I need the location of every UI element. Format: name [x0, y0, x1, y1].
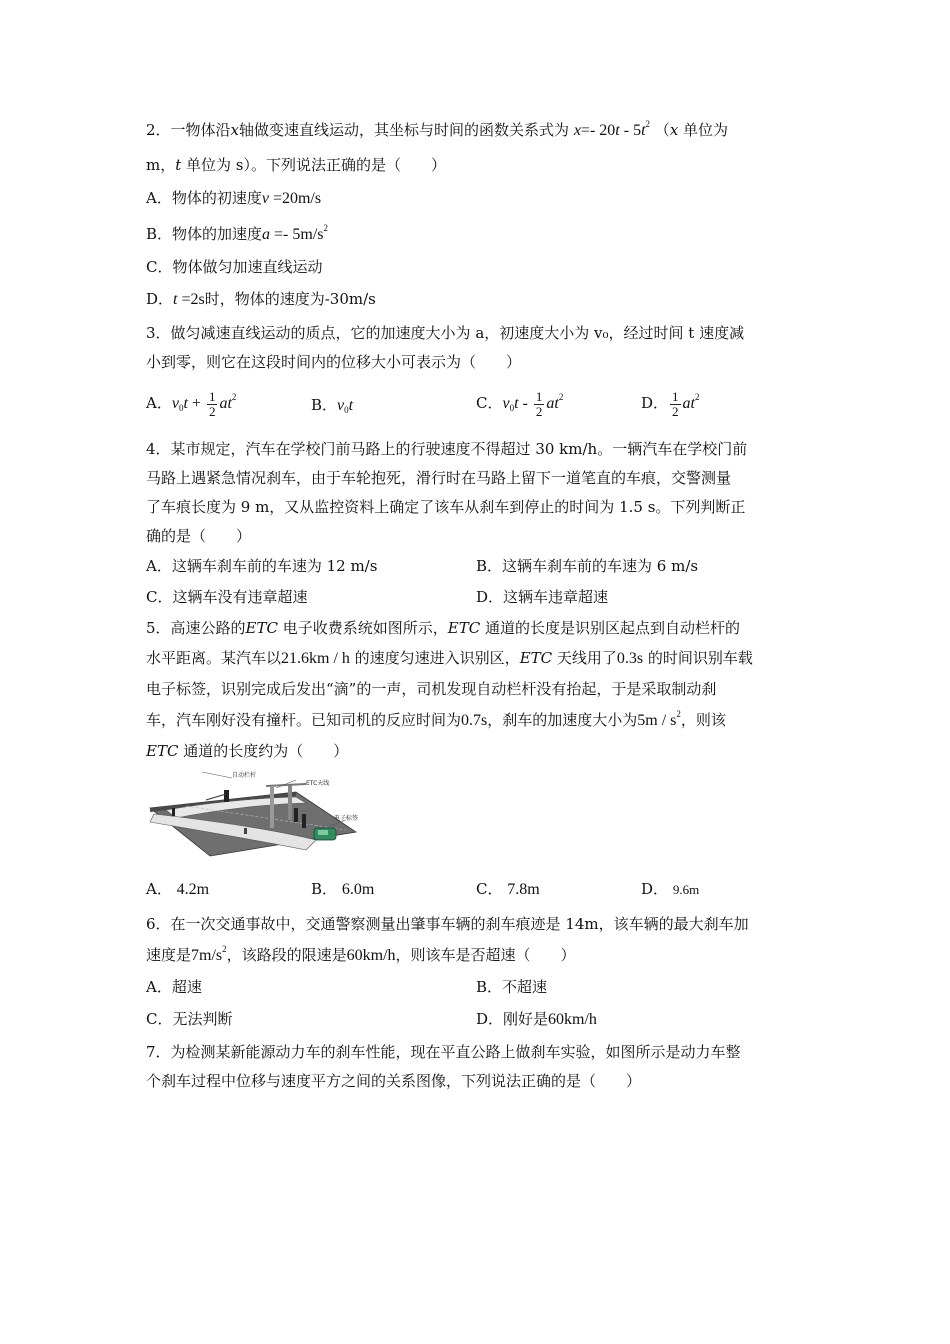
etc-road-illustration: [146, 770, 358, 862]
q3-option-b: B．$v_0t$: [311, 396, 354, 415]
q4-stem-line4: 确的是（ ）: [146, 527, 252, 545]
q5-option-d: D． 9.6m: [641, 880, 700, 898]
q2-option-c: C．物体做匀加速直线运动: [146, 258, 323, 276]
q5-option-c: C． 7.8m: [476, 880, 540, 898]
q2-stem-line1: 2．一物体沿x轴做变速直线运动，其坐标与时间的函数关系式为 x=- $20t - 5t^2$ （x 单位为: [146, 119, 729, 139]
q5-stem-line5: ETC 通道的长度约为（ ）: [146, 742, 349, 760]
q6-stem-line2: 速度是$7m/s^2$，该路段的限速是60km/h，则该车是否超速（ ）: [146, 944, 576, 964]
q4-option-b: B．这辆车刹车前的车速为 6 m/s: [476, 557, 699, 575]
fig-label-tag: 电子标签: [334, 815, 358, 822]
q4-option-a: A．这辆车刹车前的车速为 12 m/s: [146, 557, 378, 575]
q5-stem-line2: 水平距离。某汽车以21.6km / h 的速度匀速进入识别区，ETC 天线用了0.3s 的时间识别车载: [146, 649, 753, 667]
q3-stem-line2: 小到零，则它在这段时间内的位移大小可表示为（ ）: [146, 353, 522, 371]
q2-stem-line2: m，t 单位为 s）。下列说法正确的是（ ）: [146, 156, 447, 174]
q6-stem-line1: 6．在一次交通事故中，交通警察测量出肇事车辆的刹车痕迹是 14m，该车辆的最大刹车加: [146, 915, 749, 933]
fig-label-barrier: 自动栏杆: [232, 772, 257, 779]
q4-stem-line3: 了车痕长度为 9 m，又从监控资料上确定了该车从刹车到停止的时间为 1.5 s。下列判断正: [146, 498, 746, 516]
q6-option-c: C．无法判断: [146, 1010, 233, 1028]
q7-stem-line2: 个刹车过程中位移与速度平方之间的关系图像，下列说法正确的是（ ）: [146, 1072, 642, 1090]
q5-stem-line3: 电子标签，识别完成后发出“滴”的一声，司机发现自动栏杆没有抬起，于是采取制动刹: [146, 680, 717, 698]
q2-formula: x=- $20t - 5t^2$: [573, 119, 651, 139]
q3-option-a: A．$v_0t$ + $\frac{1}{2}$ $at^2$: [146, 389, 237, 419]
q7-stem-line1: 7．为检测某新能源动力车的刹车性能，现在平直公路上做刹车实验，如图所示是动力车整: [146, 1043, 741, 1061]
q2-option-b: B．物体的加速度$a =- 5m/s^2$: [146, 223, 328, 243]
fig-label-antenna: ETC天线: [306, 780, 330, 787]
q6-option-b: B．不超速: [476, 978, 548, 996]
q6-option-d: D．刚好是60km/h: [476, 1010, 597, 1028]
q4-option-c: C．这辆车没有违章超速: [146, 588, 308, 606]
q5-option-a: A． 4.2m: [146, 880, 210, 898]
q6-option-a: A．超速: [146, 978, 202, 996]
q3-stem-line1: 3．做匀减速直线运动的质点，它的加速度大小为 a，初速度大小为 v₀，经过时间 t 速度减: [146, 324, 745, 342]
q4-stem-line1: 4．某市规定，汽车在学校门前马路上的行驶速度不得超过 30 km/h。一辆汽车在学校门前: [146, 440, 748, 458]
q3-option-c: C．$v_0t$ - $\frac{1}{2}$ $at^2$: [476, 389, 564, 419]
q4-stem-line2: 马路上遇紧急情况刹车，由于车轮抱死，滑行时在马路上留下一道笔直的车痕，交警测量: [146, 469, 732, 487]
q2-option-d: D．t =2s时，物体的速度为-30m/s: [146, 290, 376, 308]
q5-option-b: B． 6.0m: [311, 880, 375, 898]
q4-option-d: D．这辆车违章超速: [476, 588, 609, 606]
q3-option-d: D． $\frac{1}{2}$ $at^2$: [641, 389, 700, 419]
q5-stem-line1: 5．高速公路的ETC 电子收费系统如图所示，ETC 通道的长度是识别区起点到自动栏杆的: [146, 619, 740, 637]
q2-option-a: A．物体的初速度v =20m/s: [146, 189, 322, 207]
etc-system-figure: [146, 770, 358, 862]
q5-stem-line4: 车，汽车刚好没有撞杆。已知司机的反应时间为0.7s，刹车的加速度大小为$5m / s^2$，则该: [146, 709, 726, 729]
